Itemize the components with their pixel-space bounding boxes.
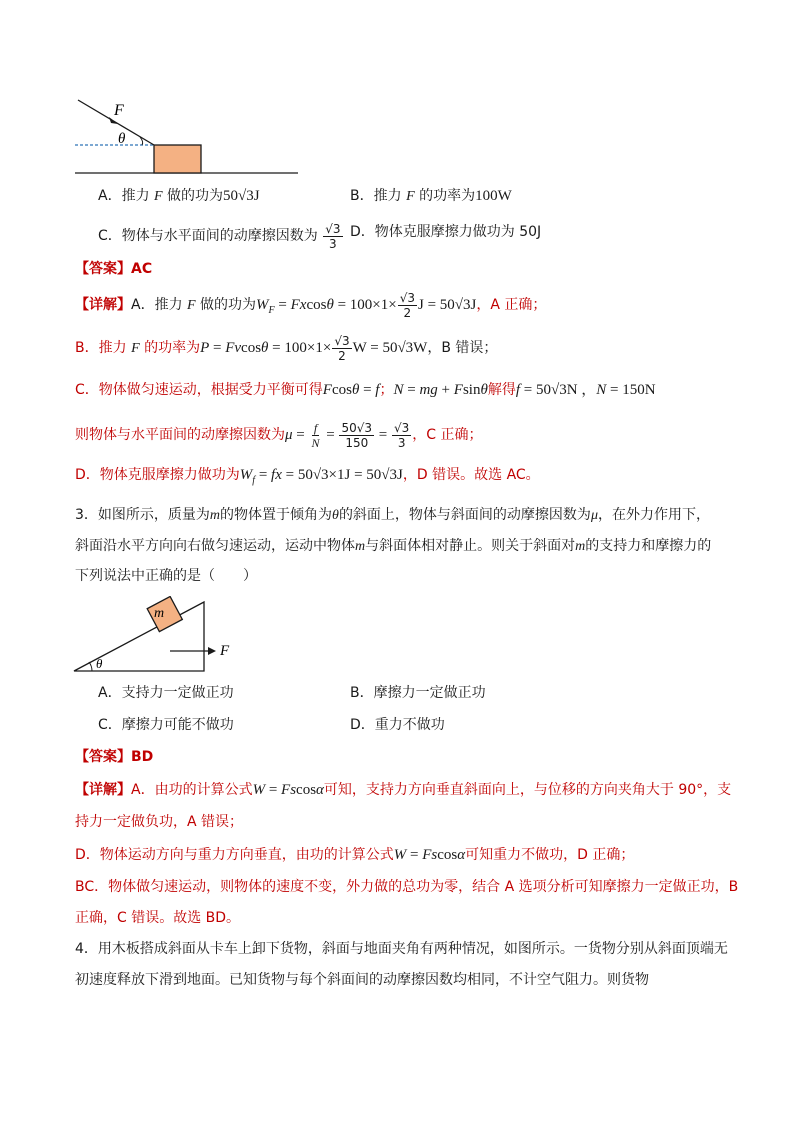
q3-option-a: A．支持力一定做正功 [98,685,234,701]
q3-detail-line-3: D．物体运动方向与重力方向垂直，由功的计算公式W = Fscosα可知重力不做功，D 正确； [75,847,635,863]
q2-detail-line-3: C．物体做匀速运动，根据受力平衡可得Fcosθ = f；N = mg + Fsinθ解得f = 50√3N ，N = 150N [75,382,656,398]
q3-stem-line-2: 斜面沿水平方向向右做匀速运动，运动中物体m与斜面体相对静止。则关于斜面对m的支持力和摩擦力的 [75,538,712,554]
q3-stem-line-1: 3．如图所示，质量为m的物体置于倾角为θ的斜面上，物体与斜面间的动摩擦因数为μ，在外力作用下， [75,507,710,523]
force-label: F [114,102,124,119]
q3-detail-line-5: 正确，C 错误。故选 BD。 [75,910,241,926]
q2-option-c: C．物体与水平面间的动摩擦因数为 $\frac{√3}{3}$ [98,221,341,251]
q2-detail-line-5: D．物体克服摩擦力做功为$W_f$ = fx = 50√3×1J = 50√3J，D 错误。故选 AC。 [75,467,540,486]
q3-detail-line-2: 持力一定做负功，A 错误； [75,814,244,830]
q2-force-diagram [70,95,310,180]
q4-stem-line-2: 初速度释放下滑到地面。已知货物与每个斜面间的动摩擦因数均相同，不计空气阻力。则货物 [75,972,649,988]
force-label: F [220,643,230,659]
mass-label: m [154,606,165,621]
q2-option-d: D．物体克服摩擦力做功为 50J [350,224,542,240]
q2-option-a: A．推力 F 做的功为50√3J [98,188,260,204]
incline [74,602,204,671]
q2-detail-line-1: 【详解】A．推力 F 做的功为$W_F = Fxcos\theta = 100\times 1\times$ $\frac{√3}{2}$ J = 50√3J，A 正确； [75,290,547,320]
q2-detail-line-4: 则物体与水平面间的动摩擦因数为μ = $\frac{f}{N}$ = $\frac{50√3}{150}$ = $\frac{√3}{3}$ ，C 正确； [75,420,483,450]
q3-detail-line-4: BC．物体做匀速运动，则物体的速度不变，外力做的总功为零，结合 A 选项分析可知摩擦力一定做正功，B [75,879,739,895]
q3-option-b: B．摩擦力一定做正功 [350,685,486,701]
q3-stem-line-3: 下列说法中正确的是（ ） [75,568,257,584]
q3-detail-line-1: 【详解】A．由功的计算公式W = Fscosα可知，支持力方向垂直斜面向上，与位移的方向夹角大于 90°，支 [75,782,732,798]
q3-answer: 【答案】BD [75,749,154,765]
q2-detail-line-2: B．推力 F 的功率为P = Fvcosθ = 100×1× $\frac{√3}{2}$ W = 50√3W，B 错误； [75,333,498,363]
q3-option-c: C．摩擦力可能不做功 [98,717,234,733]
q3-incline-diagram [70,596,240,676]
q2-option-b: B．推力 F 的功率为100W [350,188,512,204]
angle-label: θ [96,656,103,671]
q2-answer: 【答案】AC [75,261,153,277]
angle-label: θ [118,131,126,147]
q4-stem-line-1: 4．用木板搭成斜面从卡车上卸下货物，斜面与地面夹角有两种情况，如图所示。一货物分别从斜面顶端无 [75,941,728,957]
block [154,145,201,173]
force-arrowhead [208,647,216,655]
q3-option-d: D．重力不做功 [350,717,445,733]
